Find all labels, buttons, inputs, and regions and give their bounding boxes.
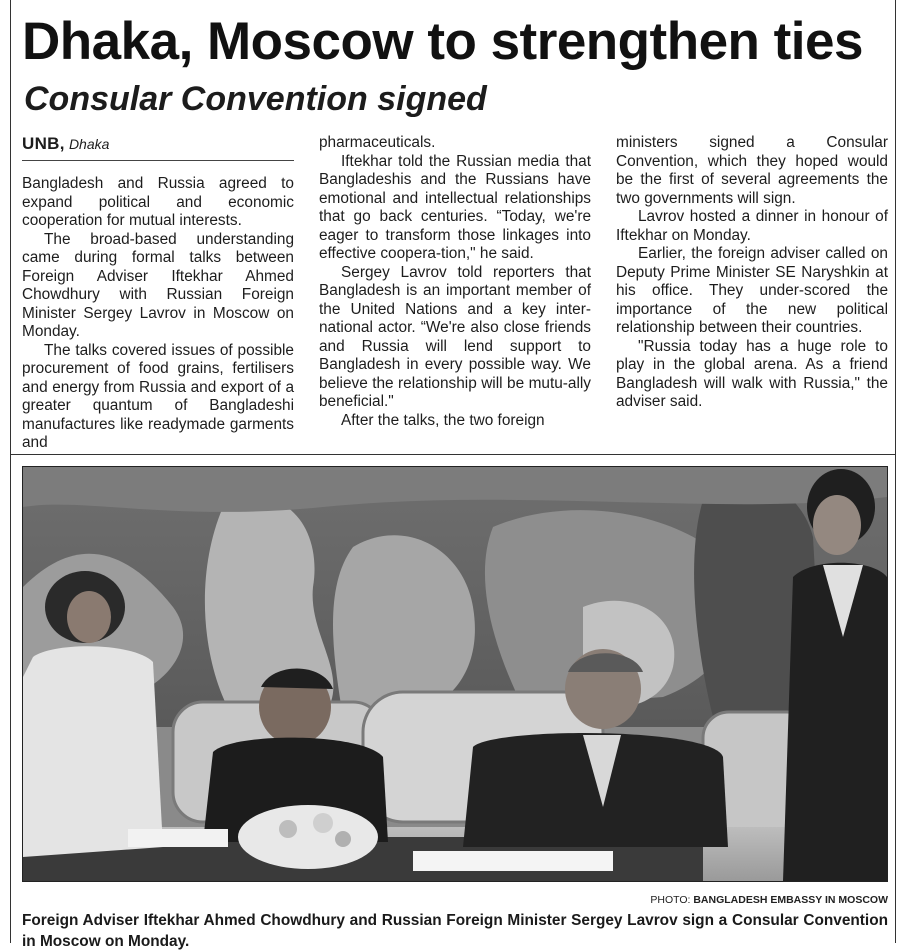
paragraph: After the talks, the two foreign: [341, 411, 545, 429]
photo-credit: [650, 893, 888, 907]
paragraph: Iftekhar told the Russian media that Bangladeshis and the Russians have emotional and intellectual relationships that go back centuries. “Today, we're eager to transform those linkages into effective coopera-tion," he said.: [319, 152, 591, 262]
paragraph: Bangladesh and Russia agreed to expand political and economic cooperation for mutual interests.: [22, 175, 294, 229]
flower: [279, 820, 297, 838]
person-face: [813, 495, 861, 555]
person-face: [67, 591, 111, 643]
paragraph: Lavrov hosted a dinner in honour of Iftekhar on Monday.: [616, 208, 888, 244]
flower: [313, 813, 333, 833]
byline-location: Dhaka: [68, 136, 110, 152]
person-suit: [783, 563, 887, 881]
photo-caption: Foreign Adviser Iftekhar Ahmed Chowdhury and Russian Foreign Minister Sergey Lavrov sign a Consular Convention in Moscow on Monday.: [22, 912, 888, 950]
flower-arrangement: [238, 805, 378, 869]
article-column-1: [22, 134, 294, 453]
paragraph: pharmaceuticals.: [319, 134, 436, 151]
photo-credit-label: PHOTO:: [650, 894, 691, 906]
photo-credit-source: BANGLADESH EMBASSY IN MOSCOW: [693, 894, 888, 906]
person-sari: [23, 646, 163, 857]
paragraph: Sergey Lavrov told reporters that Bangladesh is an important member of the United Nations and a key inter-national actor. “We're also close friends and Russia will lend support to Bangladesh in every possible way. We believe the relationship will be mutu-ally beneficial.": [319, 263, 591, 410]
byline: [22, 134, 294, 161]
document: [413, 851, 613, 871]
section-divider: [10, 454, 896, 455]
document: [128, 829, 228, 847]
paragraph: The talks covered issues of possible procurement of food grains, fertilisers and energy from Russia and export of a greater quantum of Bangladeshi manufactures like readymade garments and: [22, 341, 294, 451]
headline: Dhaka, Moscow to strengthen ties: [22, 12, 863, 71]
byline-agency: UNB,: [22, 134, 65, 153]
article-column-3: [616, 134, 888, 412]
photo-illustration: [23, 467, 887, 881]
paragraph: "Russia today has a huge role to play in the global arena. As a friend Bangladesh will walk with Russia," the adviser said.: [616, 337, 888, 410]
subheadline: Consular Convention signed: [24, 80, 487, 118]
flower: [335, 831, 351, 847]
paragraph: ministers signed a Consular Convention, which they hoped would be the first of several agreements the two governments will sign.: [616, 134, 888, 207]
paragraph: Earlier, the foreign adviser called on Deputy Prime Minister SE Naryshkin at his office. They under-scored the importance of the new political relationship between their countries.: [616, 245, 888, 336]
paragraph: The broad-based understanding came during formal talks between Foreign Adviser Iftekhar Ahmed Chowdhury with Russian Foreign Minister Sergey Lavrov in Moscow on Monday.: [22, 230, 294, 340]
news-photo: [22, 466, 888, 882]
article-column-2: [319, 134, 591, 430]
